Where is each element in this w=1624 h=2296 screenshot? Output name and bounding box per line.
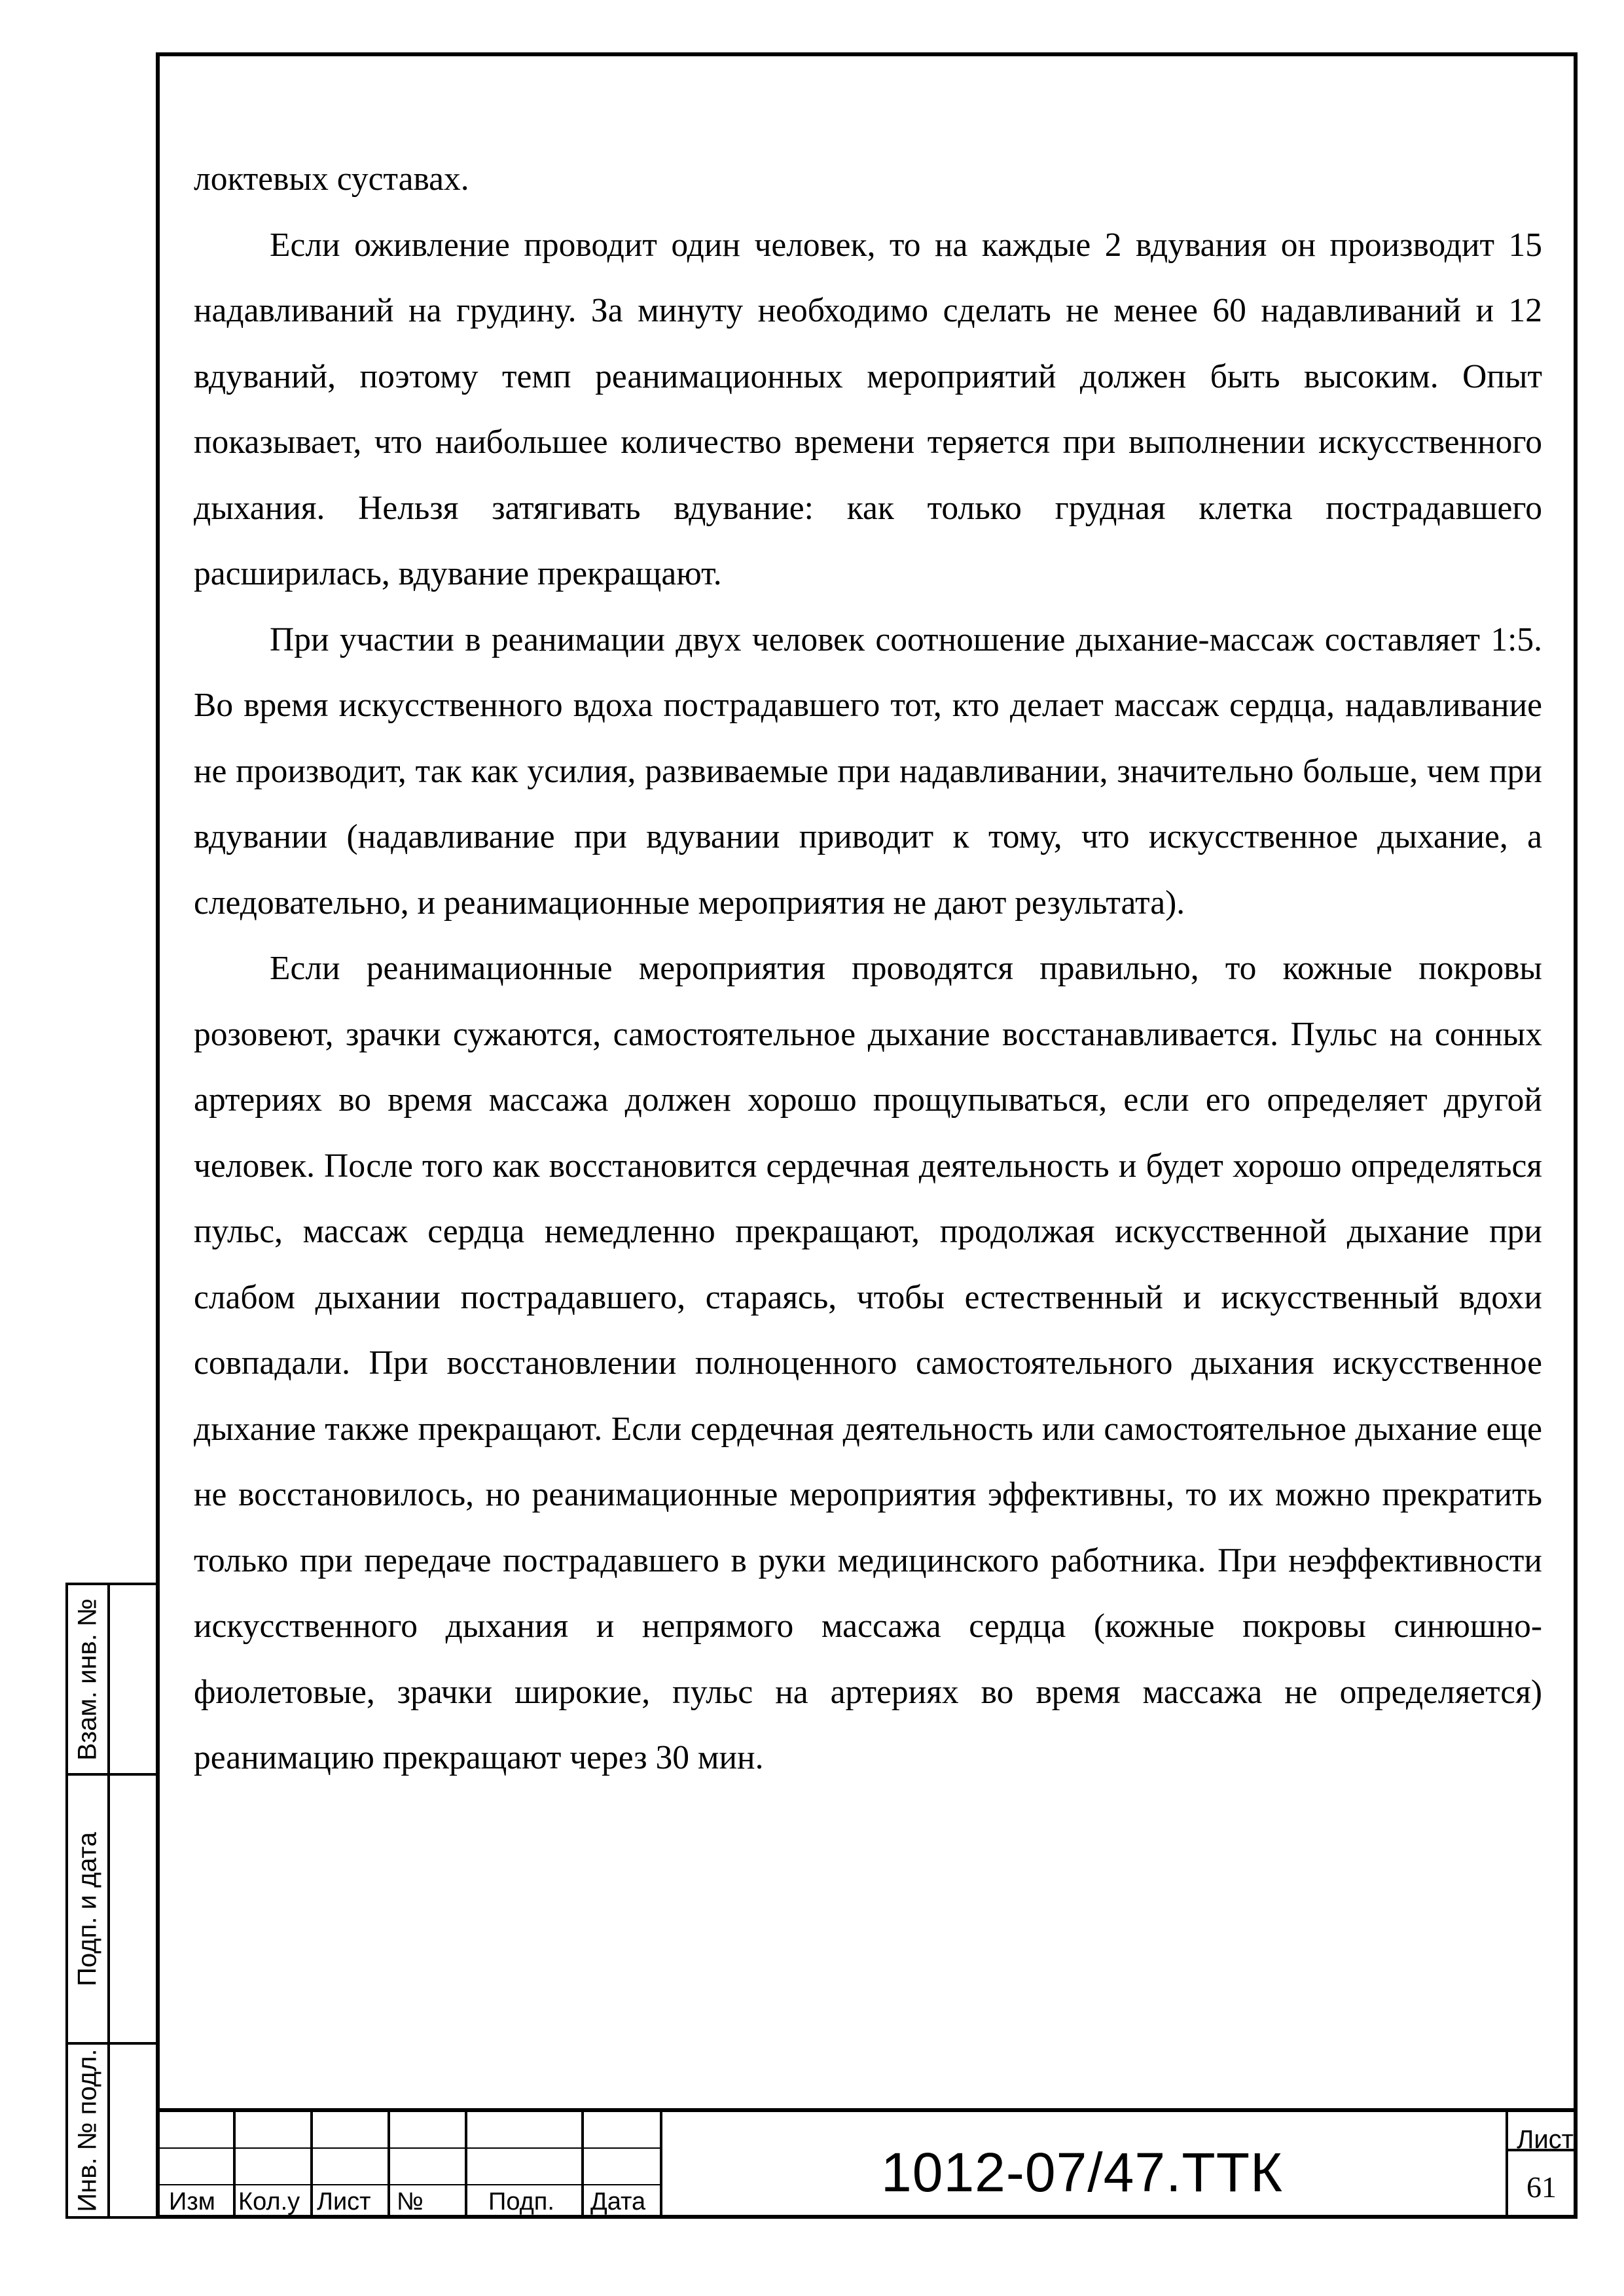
tb-label-izm: Изм <box>169 2188 215 2215</box>
tb-col-line <box>465 2112 467 2219</box>
side-label-zam-inv: Взам. инв. № <box>73 1598 102 1761</box>
paragraph-continuation: локтевых суставах. <box>194 160 469 198</box>
title-block <box>156 2108 1578 2219</box>
tb-row-line <box>156 2147 660 2149</box>
tb-label-list: Лист <box>317 2188 371 2215</box>
tb-label-data: Дата <box>590 2188 646 2215</box>
body-text <box>194 147 1542 1791</box>
side-stamp-podp-data <box>65 1773 156 2045</box>
tb-row-line <box>156 2184 660 2185</box>
tb-col-line <box>310 2112 313 2219</box>
side-stamp-inv-podl <box>65 2042 156 2219</box>
side-stamp-zam-inv <box>65 1583 156 1776</box>
tb-label-podp: Подп. <box>488 2188 554 2215</box>
tb-col-line <box>233 2112 236 2219</box>
sheet-label: Лист <box>1517 2125 1574 2154</box>
side-label-inv-podl: Инв. № подл. <box>73 2049 102 2212</box>
side-label-podp-data: Подп. и дата <box>73 1831 102 1986</box>
sheet-number: 61 <box>1526 2170 1557 2204</box>
tb-label-num: № <box>397 2188 424 2215</box>
paragraph-effectiveness: Если реанимационные мероприятия проводятся правильно, то кожные покровы розовеют, зрачки сужаются, самостоятельное дыхание восстанавливается. Пульс на сонных артериях во время массажа должен хорошо прощупываться, если его определяет другой человек. После того как восстановится сердечная деятельность и будет хорошо определяться пульс, массаж сердца немедленно прекращают, продолжая искусственной дыхание при слабом дыхании пострадавшего, стараясь, чтобы естественный и искусственный вдохи совпадали. При восстановлении полноценного самостоятельного дыхания искусственное дыхание также прекращают. Если сердечная деятельность или самостоятельное дыхание еще не восстановилось, но реанимационные мероприятия эффективны, то их можно прекратить только при передаче пострадавшего в руки медицинского работника. При неэффективности искусственного дыхания и непрямого массажа сердца (кожные покровы синюшно-фиолетовые, зрачки широкие, пульс на артериях во время массажа не определяется) реанимацию прекращают через 30 мин. <box>194 950 1542 1776</box>
paragraph-single-rescuer: Если оживление проводит один человек, то на каждые 2 вдувания он производит 15 надавливаний на грудину. За минуту необходимо сделать не менее 60 надавливаний и 12 вдуваний, поэтому темп реанимационных мероприятий должен быть высоким. Опыт показывает, что наибольшее количество времени теряется при выполнении искусственного дыхания. Нельзя затягивать вдувание: как только грудная клетка пострадавшего расширилась, вдувание прекращают. <box>194 226 1542 592</box>
paragraph-two-rescuers: При участии в реанимации двух человек соотношение дыхание-массаж составляет 1:5. Во время искусственного вдоха пострадавшего тот, кто делает массаж сердца, надавливание не производит, так как усилия, развиваемые при надавливании, значительно больше, чем при вдувании (надавливание при вдувании приводит к тому, что искусственное дыхание, а следовательно, и реанимационные мероприятия не дают результата). <box>194 620 1542 922</box>
tb-col-line <box>581 2112 584 2219</box>
tb-col-line <box>388 2112 390 2219</box>
document-code: 1012-07/47.ТТК <box>881 2142 1283 2203</box>
tb-label-kol: Кол.у <box>238 2188 300 2215</box>
